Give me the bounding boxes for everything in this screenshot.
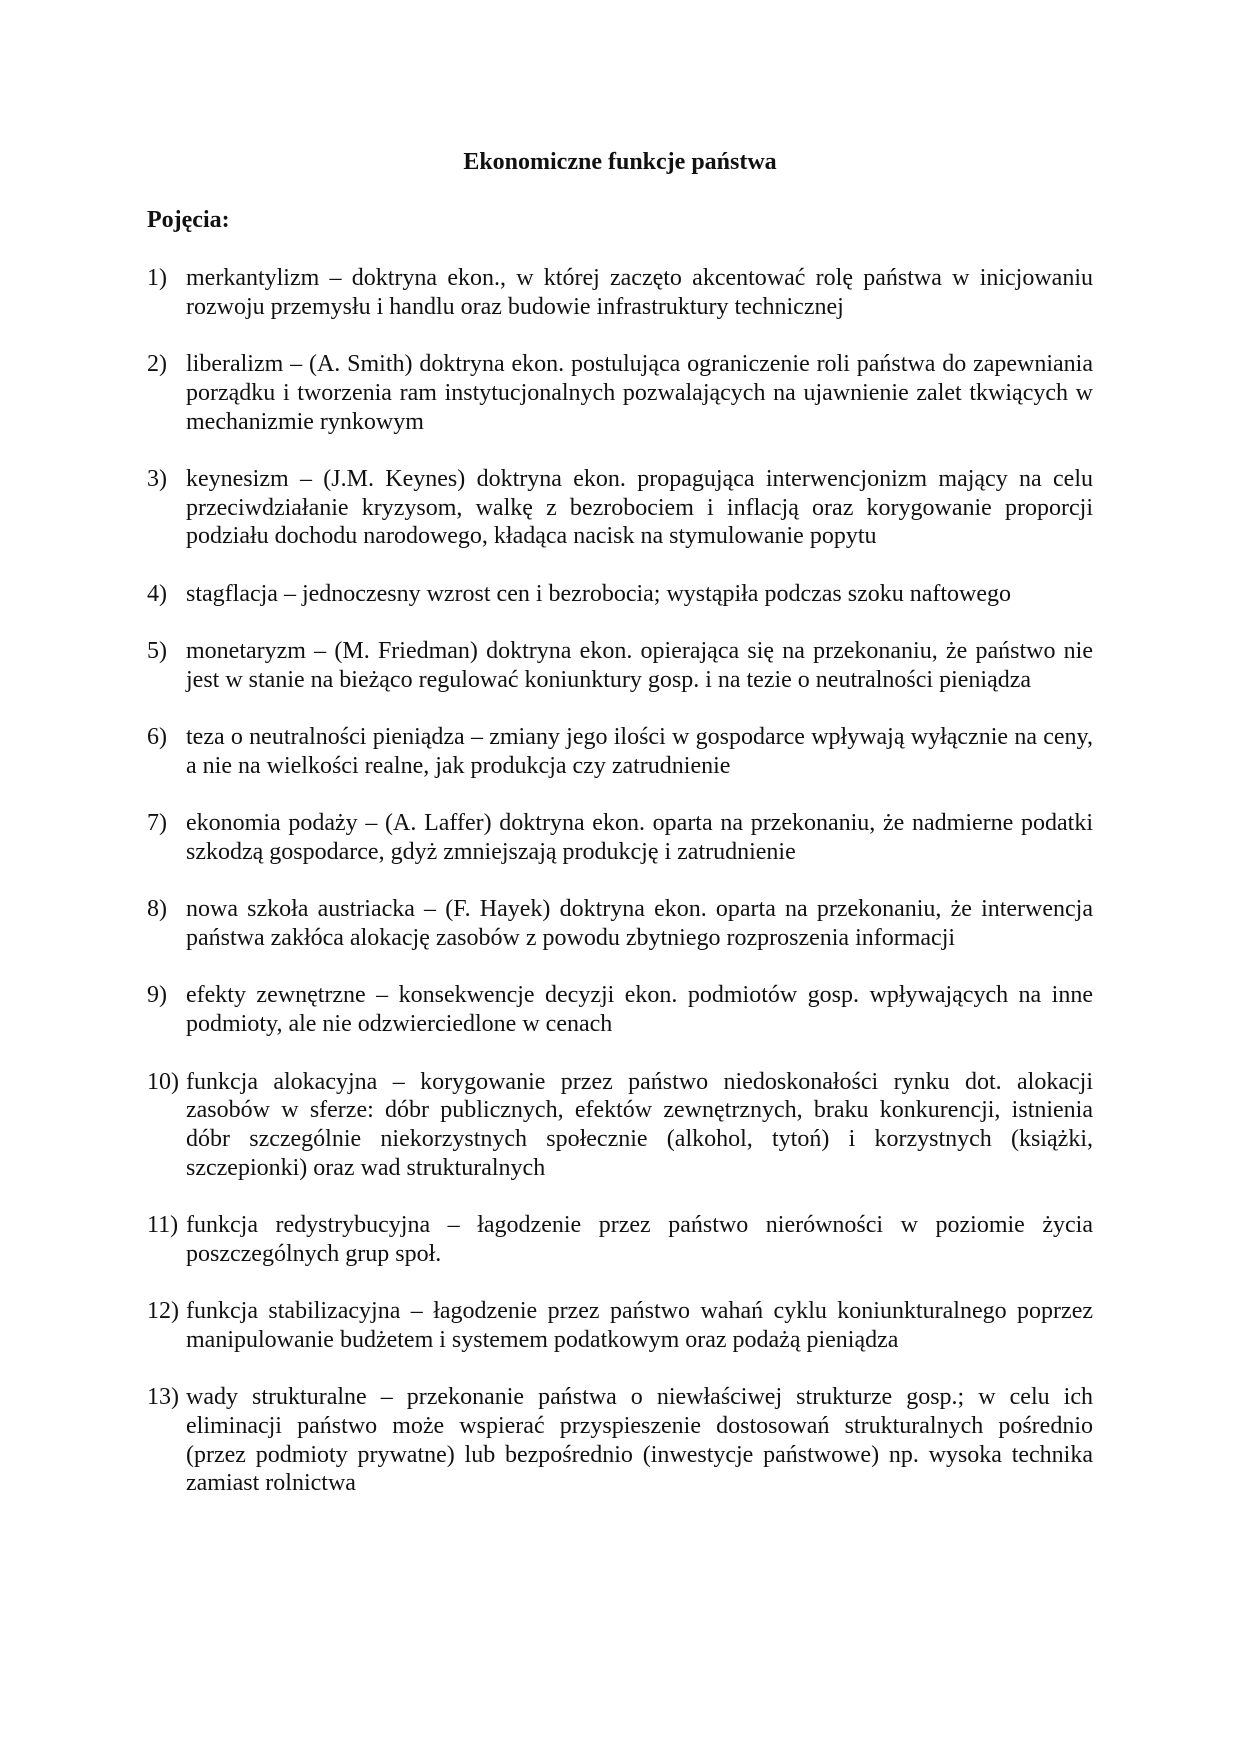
item-text: wady strukturalne – przekonanie państwa o niewłaściwej strukturze gosp.; w celu ich eliminacji państwo może wspierać przyspieszenie dostosowań strukturalnych pośrednio (przez podmioty prywatne) lub bezpośrednio (inwestycje państwowe) np. wysoka technika zamiast rolnictwa [186, 1384, 1093, 1497]
list-item [147, 264, 1093, 321]
item-number: 5) [147, 638, 167, 665]
item-number: 9) [147, 982, 167, 1009]
list-item [147, 1383, 1093, 1498]
list-item [147, 1068, 1093, 1183]
item-number: 8) [147, 896, 167, 923]
item-number: 11) [147, 1212, 179, 1239]
list-item [147, 1297, 1093, 1354]
item-text: ekonomia podaży – (A. Laffer) doktryna ekon. oparta na przekonaniu, że nadmierne podatki szkodzą gospodarce, gdyż zmniejszają produkcję i zatrudnienie [186, 810, 1093, 865]
item-text: efekty zewnętrzne – konsekwencje decyzji ekon. podmiotów gosp. wpływających na inne podmioty, ale nie odzwierciedlone w cenach [186, 982, 1093, 1038]
item-number: 13) [147, 1384, 179, 1411]
item-number: 7) [147, 810, 167, 837]
item-text: teza o neutralności pieniądza – zmiany jego ilości w gospodarce wpływają wyłącznie na ceny, a nie na wielkości realne, jak produkcja czy zatrudnienie [186, 724, 1093, 779]
item-number: 2) [147, 351, 167, 378]
item-number: 6) [147, 724, 167, 751]
list-item [147, 637, 1093, 694]
definitions-list [147, 264, 1093, 1527]
item-text: merkantylizm – doktryna ekon., w której zaczęto akcentować rolę państwa w inicjowaniu rozwoju przemysłu i handlu oraz budowie infrastruktury technicznej [186, 265, 1093, 320]
document-title: Ekonomiczne funkcje państwa [463, 149, 777, 175]
list-item [147, 350, 1093, 436]
item-number: 1) [147, 265, 167, 291]
item-text: funkcja alokacyjna – korygowanie przez państwo niedoskonałości rynku dot. alokacji zasobów w sferze: dóbr publicznych, efektów zewnętrznych, braku konkurencji, istnienia dóbr szczególnie niekorzystnych społecznie (alkohol, tytoń) i korzystnych (książki, szczepionki) oraz wad strukturalnych [186, 1068, 1093, 1181]
item-text: funkcja redystrybucyjna – łagodzenie przez państwo nierówności w poziomie życia poszczególnych grup społ. [186, 1212, 1093, 1267]
list-item [147, 895, 1093, 952]
item-text: liberalizm – (A. Smith) doktryna ekon. postulująca ograniczenie roli państwa do zapewniania porządku i tworzenia ram instytucjonalnych pozwalających na ujawnienie zalet tkwiących w mechanizmie rynkowym [186, 351, 1093, 435]
item-text: keynesizm – (J.M. Keynes) doktryna ekon. propagująca interwencjonizm mający na celu przeciwdziałanie kryzysom, walkę z bezrobociem i inflacją oraz korygowanie proporcji podziału dochodu narodowego, kładąca nacisk na stymulowanie popytu [186, 465, 1093, 550]
item-number: 3) [147, 465, 167, 492]
list-item [147, 465, 1093, 551]
item-text: nowa szkoła austriacka – (F. Hayek) doktryna ekon. oparta na przekonaniu, że interwencja państwa zakłóca alokację zasobów z powodu zbytniego rozproszenia informacji [186, 896, 1093, 952]
item-text: stagflacja – jednoczesny wzrost cen i bezrobocia; wystąpiła podczas szoku naftowego [186, 580, 1012, 607]
item-number: 10) [147, 1068, 179, 1095]
item-text: monetaryzm – (M. Friedman) doktryna ekon. opierająca się na przekonaniu, że państwo nie jest w stanie na bieżąco regulować koniunktury gosp. i na tezie o neutralności pieniądza [186, 638, 1093, 693]
list-item [147, 981, 1093, 1038]
item-number: 12) [147, 1298, 179, 1325]
list-item [147, 580, 1093, 609]
item-text: funkcja stabilizacyjna – łagodzenie przez państwo wahań cyklu koniunkturalnego poprzez manipulowanie budżetem i systemem podatkowym oraz podażą pieniądza [186, 1298, 1093, 1353]
list-item [147, 1211, 1093, 1268]
list-item [147, 809, 1093, 866]
item-number: 4) [147, 580, 167, 607]
section-heading: Pojęcia: [147, 207, 230, 233]
list-item [147, 723, 1093, 780]
